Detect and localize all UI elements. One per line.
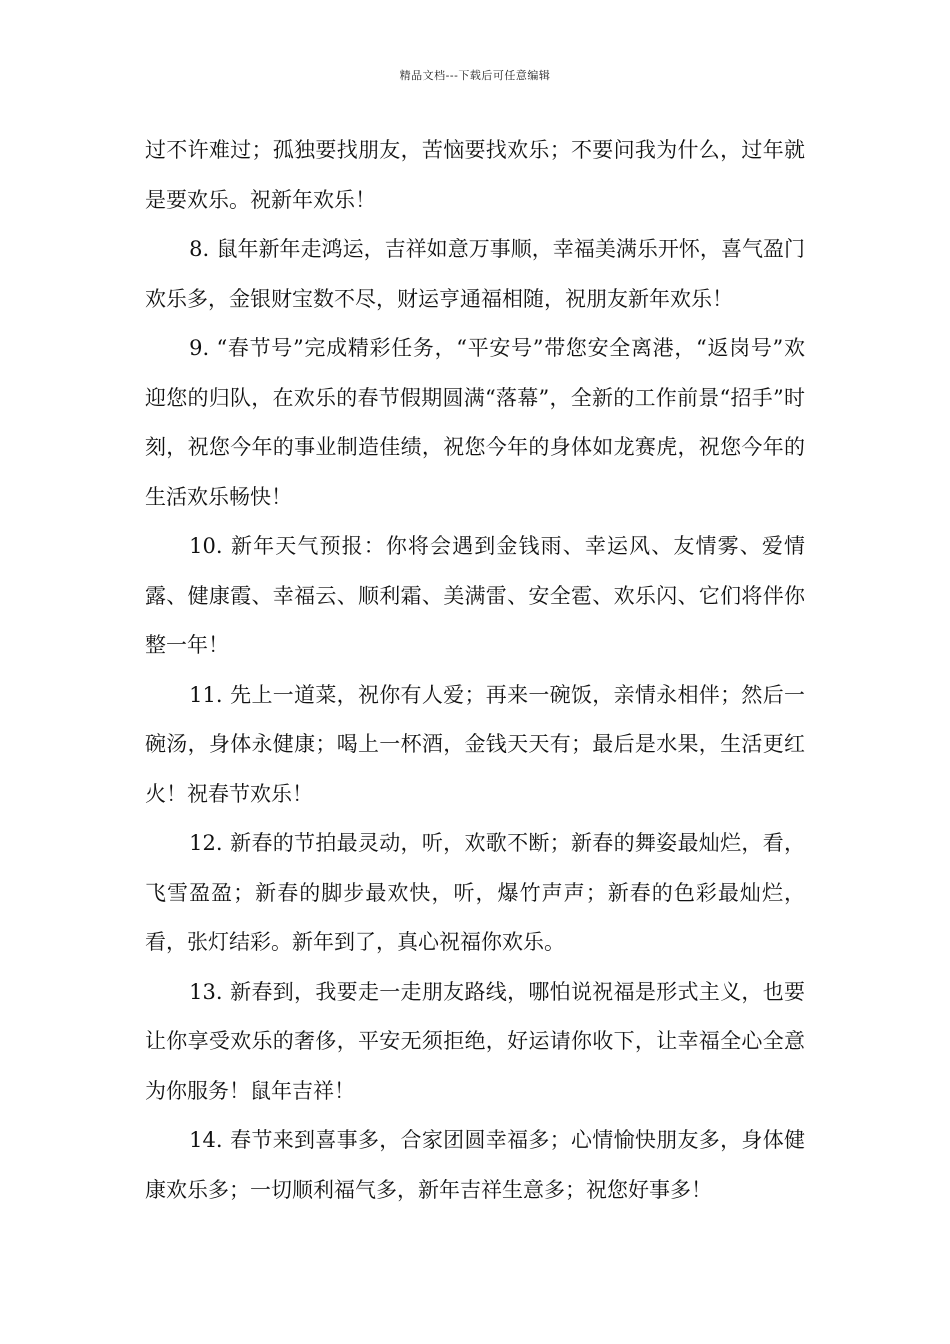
paragraph-text: “春节号”完成精彩任务，“平安号”带您安全离港，“返岗号”欢迎您的归队，在欢乐的春节假期圆满“落幕”，全新的工作前景“招手”时刻，祝您今年的事业制造佳绩，祝您今年的身体如龙赛虎，祝您今年的生活欢乐畅快！ [145, 336, 805, 509]
paragraph-8 [145, 225, 805, 324]
paragraph-number: 14. [189, 1128, 223, 1152]
paragraph-text: 新春的节拍最灵动，听，欢歌不断；新春的舞姿最灿烂，看，飞雪盈盈；新春的脚步最欢快，听，爆竹声声；新春的色彩最灿烂，看，张灯结彩。新年到了，真心祝福你欢乐。 [145, 831, 805, 954]
paragraph-number: 10. [189, 534, 223, 558]
paragraph-continuation [145, 126, 805, 225]
paragraph-text: 新春到，我要走一走朋友路线，哪怕说祝福是形式主义，也要让你享受欢乐的奢侈，平安无须拒绝，好运请你收下，让幸福全心全意为你服务！鼠年吉祥！ [145, 979, 805, 1103]
paragraph-number: 8. [189, 237, 210, 261]
paragraph-text: 春节来到喜事多，合家团圆幸福多；心情愉快朋友多，身体健康欢乐多；一切顺利福气多，新年吉祥生意多；祝您好事多！ [145, 1128, 805, 1202]
paragraph-13 [145, 968, 805, 1117]
paragraph-14 [145, 1116, 805, 1215]
paragraph-number: 9. [189, 336, 210, 360]
paragraph-text: 鼠年新年走鸿运，吉祥如意万事顺，幸福美满乐开怀，喜气盈门欢乐多，金银财宝数不尽，财运亨通福相随，祝朋友新年欢乐！ [145, 237, 805, 311]
paragraph-number: 13. [189, 979, 223, 1004]
page-header: 精品文档---下载后可任意编辑 [399, 69, 551, 82]
document-body [145, 126, 805, 1215]
paragraph-10 [145, 522, 805, 671]
paragraph-11 [145, 671, 805, 820]
paragraph-text: 先上一道菜，祝你有人爱；再来一碗饭，亲情永相伴；然后一碗汤，身体永健康；喝上一杯酒，金钱天天有；最后是水果，生活更红火！祝春节欢乐！ [145, 682, 805, 806]
paragraph-text: 新年天气预报：你将会遇到金钱雨、幸运风、友情雾、爱情露、健康霞、幸福云、顺利霜、美满雷、安全雹、欢乐闪、它们将伴你整一年！ [145, 534, 805, 657]
paragraph-number: 12. [189, 831, 223, 855]
paragraph-text: 过不许难过；孤独要找朋友，苦恼要找欢乐；不要问我为什么，过年就是要欢乐。祝新年欢乐！ [145, 138, 805, 212]
paragraph-number: 11. [189, 682, 223, 707]
paragraph-12 [145, 819, 805, 968]
paragraph-9 [145, 324, 805, 522]
